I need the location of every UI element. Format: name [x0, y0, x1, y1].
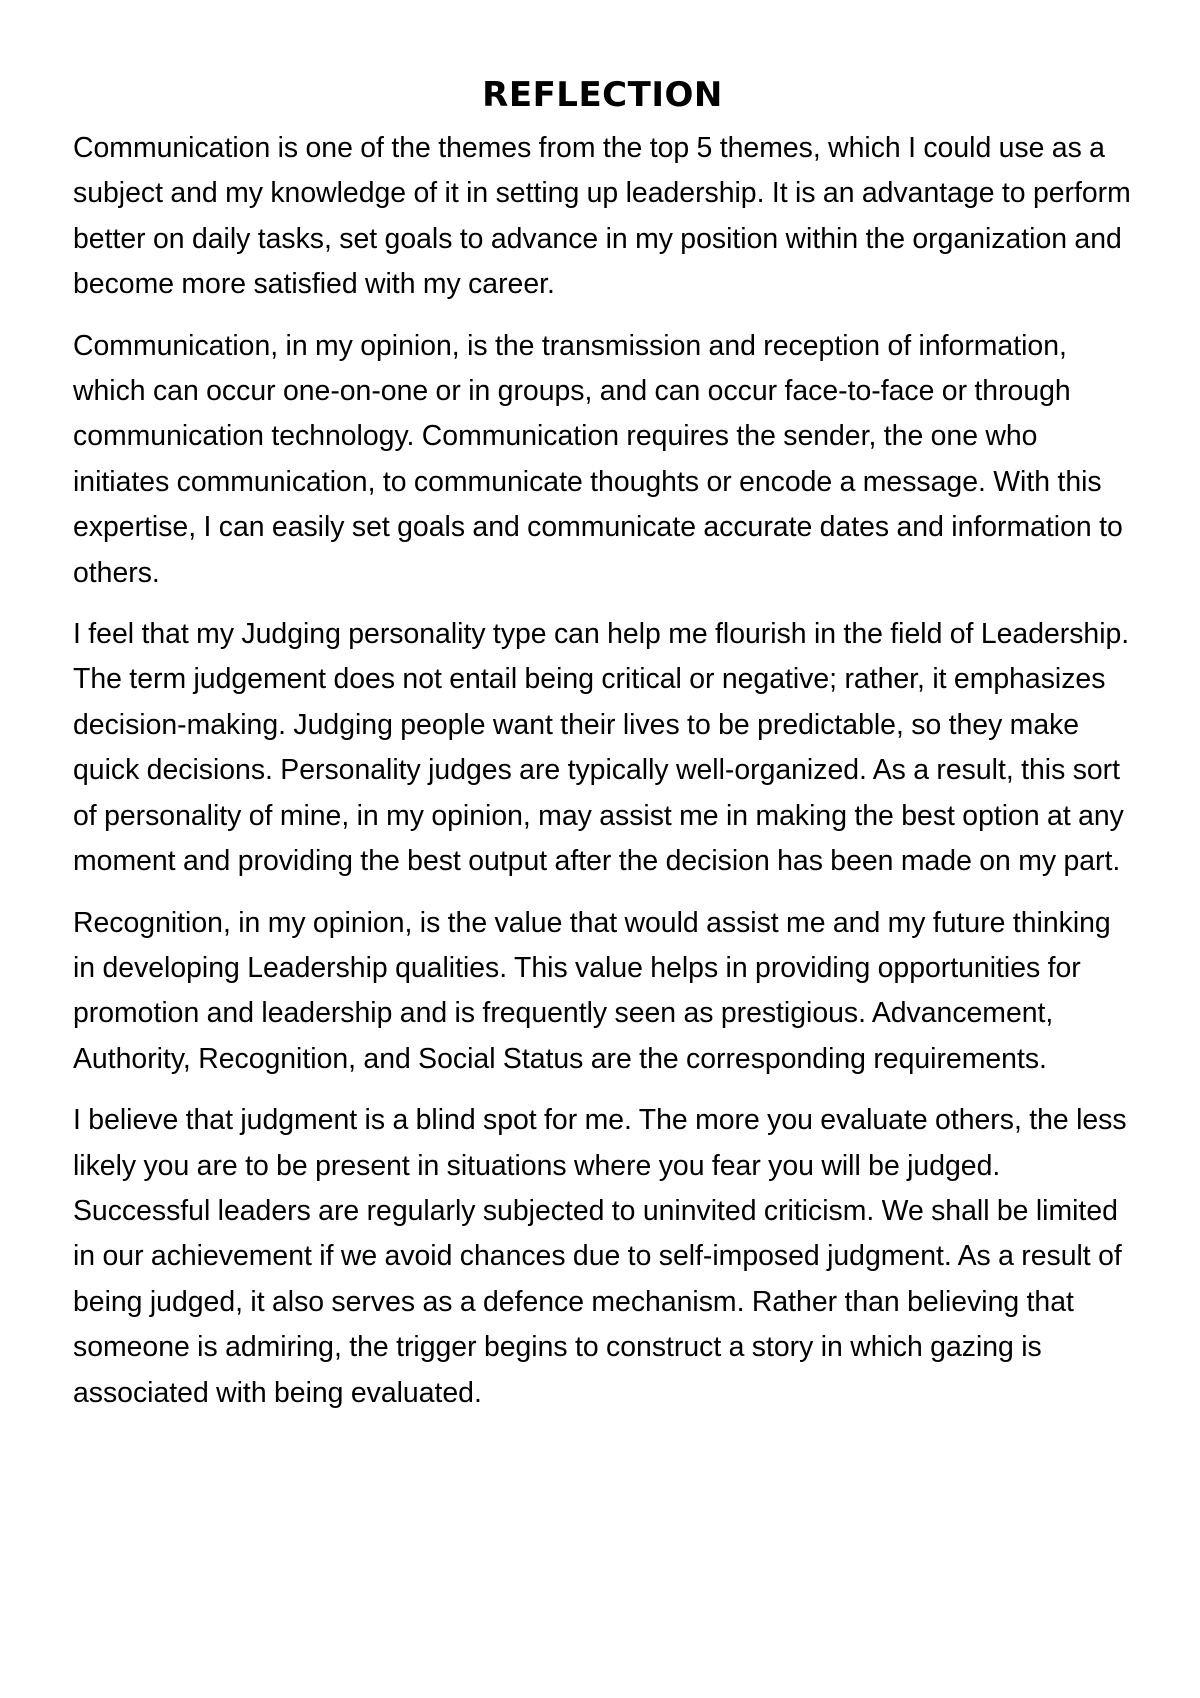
- paragraph-recognition-value: Recognition, in my opinion, is the value that would assist me and my future thinking in developing Leadership qualities. This value helps in providing opportunities for promotion and leadership and is frequently seen as prestigious. Advancement, Authority, Recognition, and Social Status are the corresponding requirements.: [73, 906, 1111, 1075]
- paragraph-communication-definition: Communication, in my opinion, is the transmission and reception of information, which can occur one-on-one or in groups, and can occur face-to-face or through communication technology. Communication requires the sender, the one who initiates communication, to communicate thoughts or encode a message. With this expertise, I can easily set goals and communicate accurate dates and information to others.: [73, 329, 1123, 589]
- document-title: REFLECTION: [482, 75, 723, 115]
- paragraph-communication-theme: Communication is one of the themes from the top 5 themes, which I could use as a subject and my knowledge of it in setting up leadership. It is an advantage to perform better on daily tasks, set goals to advance in my position within the organization and become more satisfied with my career.: [73, 132, 1131, 301]
- paragraph-judgment-blind-spot: I believe that judgment is a blind spot for me. The more you evaluate others, the less likely you are to be present in situations where you fear you will be judged. Successful leaders are regularly subjected to uninvited criticism. We shall be limited in our achievement if we avoid chances due to self-imposed judgment. As a result of being judged, it also serves as a defence mechanism. Rather than believing that someone is admiring, the trigger begins to construct a story in which gazing is associated with being evaluated.: [73, 1104, 1127, 1409]
- paragraph-judging-personality: I feel that my Judging personality type can help me flourish in the field of Leadership. The term judgement does not entail being critical or negative; rather, it emphasizes decision-making. Judging people want their lives to be predictable, so they make quick decisions. Personality judges are typically well-organized. As a result, this sort of personality of mine, in my opinion, may assist me in making the best option at any moment and providing the best output after the decision has been made on my part.: [73, 618, 1130, 878]
